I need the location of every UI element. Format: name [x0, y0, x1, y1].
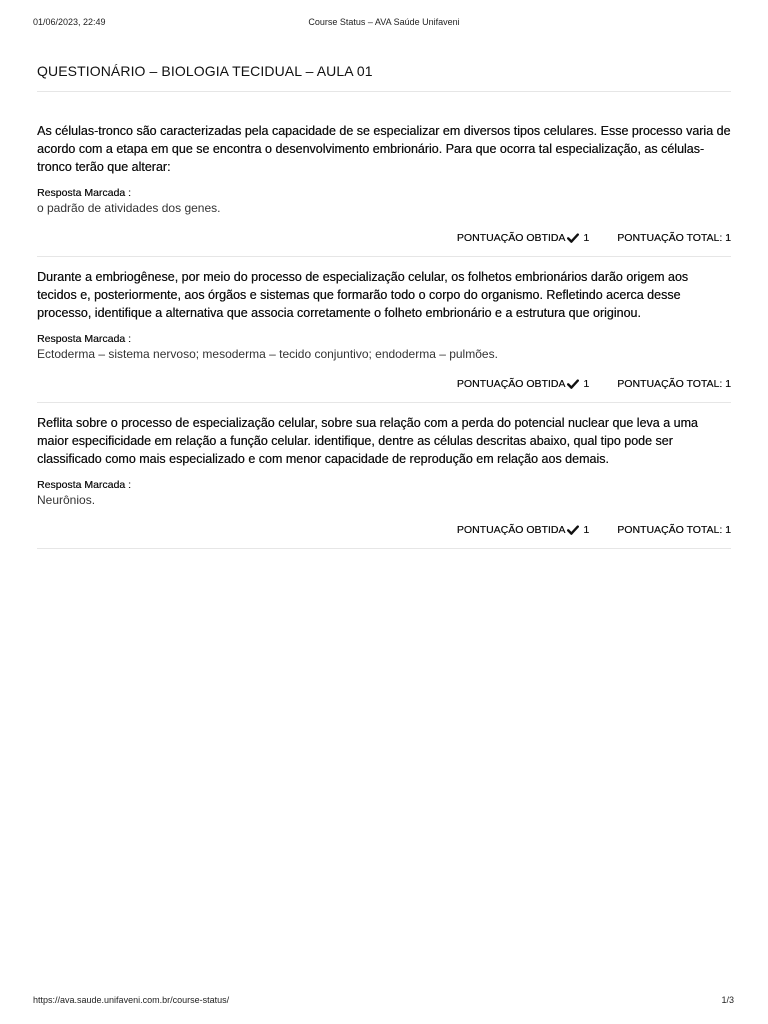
print-page-title: Course Status – AVA Saúde Unifaveni — [308, 17, 460, 27]
score-total-value: 1 — [725, 378, 731, 390]
score-row — [37, 230, 731, 246]
check-icon — [567, 378, 579, 390]
answer-text: Ectoderma – sistema nervoso; mesoderma – tecido conjuntivo; endoderma – pulmões. — [37, 347, 498, 361]
score-obtained-label: PONTUAÇÃO OBTIDA — [456, 378, 566, 390]
answer-text: Neurônios. — [37, 493, 96, 507]
answer-text: o padrão de atividades dos genes. — [37, 201, 221, 215]
print-datetime: 01/06/2023, 22:49 — [33, 17, 106, 27]
score-obtained — [457, 378, 589, 390]
score-row — [37, 522, 731, 538]
question-item — [37, 257, 731, 403]
print-header — [0, 17, 768, 31]
score-obtained — [457, 232, 589, 244]
score-total — [617, 232, 731, 244]
print-url: https://ava.saude.unifaveni.com.br/course-status/ — [33, 995, 230, 1005]
check-icon — [567, 524, 579, 536]
score-total-label: PONTUAÇÃO TOTAL: — [617, 524, 723, 536]
score-row — [37, 376, 731, 392]
score-obtained-value: 1 — [583, 524, 590, 536]
question-text: As células-tronco são caracterizadas pela capacidade de se especializar em diversos tipos celulares. Esse processo varia de acordo com a etapa em que se encontra o desenvolvimento embrionário. Para que ocorra tal especialização, as células-tronco terão que alterar: — [37, 124, 731, 174]
quiz-title: QUESTIONÁRIO – BIOLOGIA TECIDUAL – AULA 01 — [37, 60, 731, 92]
print-footer — [0, 995, 768, 1009]
score-total-label: PONTUAÇÃO TOTAL: — [617, 232, 723, 244]
score-obtained-value: 1 — [583, 232, 590, 244]
answer-label: Resposta Marcada : — [37, 187, 131, 199]
score-obtained-label: PONTUAÇÃO OBTIDA — [456, 232, 566, 244]
score-total — [617, 524, 731, 536]
print-page-number: 1/3 — [721, 995, 734, 1005]
answer-label: Resposta Marcada : — [37, 479, 131, 491]
quiz-content — [37, 60, 731, 549]
answer-label: Resposta Marcada : — [37, 333, 131, 345]
score-obtained-value: 1 — [583, 378, 590, 390]
question-item — [37, 403, 731, 549]
score-obtained-label: PONTUAÇÃO OBTIDA — [456, 524, 566, 536]
check-icon — [567, 232, 579, 244]
question-item — [37, 92, 731, 257]
score-obtained — [457, 524, 589, 536]
score-total-label: PONTUAÇÃO TOTAL: — [617, 378, 723, 390]
question-text: Durante a embriogênese, por meio do processo de especialização celular, os folhetos embrionários darão origem aos tecidos e, posteriormente, aos órgãos e sistemas que formarão todo o corpo do organismo. Refletindo acerca desse processo, identifique a alternativa que associa corretamente o folheto embrionário e a estrutura que originou. — [37, 270, 689, 320]
question-text: Reflita sobre o processo de especialização celular, sobre sua relação com a perda do potencial nuclear que leva a uma maior especificidade em relação a função celular. identifique, dentre as células descritas abaixo, qual tipo pode ser classificado como mais especializado e com menor capacidade de reprodução em relação aos demais. — [37, 416, 698, 466]
score-total-value: 1 — [725, 232, 731, 244]
score-total — [617, 378, 731, 390]
score-total-value: 1 — [725, 524, 731, 536]
